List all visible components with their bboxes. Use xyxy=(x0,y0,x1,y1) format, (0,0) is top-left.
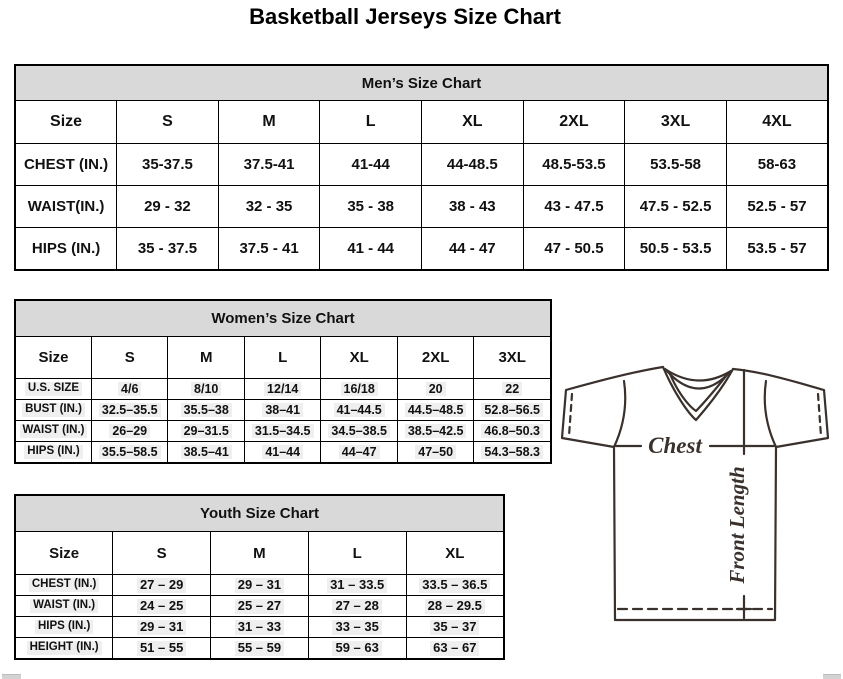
cell-value-text: 31 – 33.5 xyxy=(327,578,387,593)
column-header: 2XL xyxy=(523,101,625,144)
table-row xyxy=(15,186,828,228)
cell-value-text: 26–29 xyxy=(109,424,150,438)
cell-value-text: 46.8–50.3 xyxy=(481,424,543,438)
row-label: WAIST(IN.) xyxy=(15,186,117,228)
cell-value xyxy=(406,575,504,596)
youth-size-chart xyxy=(14,494,505,660)
cell-value-text: 29 – 31 xyxy=(137,620,186,635)
cell-value xyxy=(91,421,167,442)
row-label xyxy=(15,617,113,638)
cell-value-text: 29 – 31 xyxy=(235,578,284,593)
cell-value xyxy=(211,596,309,617)
cell-value-text: 33.5 – 36.5 xyxy=(419,578,490,593)
column-header: 4XL xyxy=(726,101,828,144)
column-header: S xyxy=(117,101,219,144)
table-row xyxy=(15,421,551,442)
table-title: Youth Size Chart xyxy=(15,495,504,532)
table-row xyxy=(15,400,551,421)
left-sleeve-stitch-line xyxy=(569,394,572,436)
cell-value xyxy=(211,617,309,638)
cell-value xyxy=(397,400,473,421)
row-label xyxy=(15,596,113,617)
table-row xyxy=(15,228,828,271)
column-header: XL xyxy=(321,337,397,379)
cell-value-text: 35.5–58.5 xyxy=(99,445,161,459)
cell-value: 37.5-41 xyxy=(218,144,320,186)
column-header: M xyxy=(168,337,244,379)
cell-value: 41 - 44 xyxy=(320,228,422,271)
cell-value xyxy=(308,596,406,617)
row-label xyxy=(15,400,91,421)
cell-value xyxy=(321,379,397,400)
cell-value xyxy=(406,638,504,660)
cell-value xyxy=(91,379,167,400)
cell-value-text: 63 – 67 xyxy=(430,641,479,656)
table-row xyxy=(15,638,504,660)
table-row xyxy=(15,442,551,464)
cell-value-text: 38.5–41 xyxy=(181,445,232,459)
table-title: Women’s Size Chart xyxy=(15,300,551,337)
row-label xyxy=(15,575,113,596)
cell-value xyxy=(474,442,551,464)
row-label-text: WAIST (IN.) xyxy=(20,424,88,437)
size-table xyxy=(14,64,829,271)
cell-value-text: 54.3–58.3 xyxy=(481,445,543,459)
cell-value: 52.5 - 57 xyxy=(726,186,828,228)
column-header: 2XL xyxy=(397,337,473,379)
front-length-label: Front Length xyxy=(725,466,749,584)
row-label: CHEST (IN.) xyxy=(15,144,117,186)
cell-value: 29 - 32 xyxy=(117,186,219,228)
cell-value-text: 25 – 27 xyxy=(235,599,284,614)
jersey-outline xyxy=(562,367,828,620)
row-label-text: BUST (IN.) xyxy=(22,403,85,416)
column-header: L xyxy=(308,532,406,575)
cell-value xyxy=(308,617,406,638)
cell-value xyxy=(91,400,167,421)
column-header: XL xyxy=(422,101,524,144)
cell-value xyxy=(168,421,244,442)
cell-value xyxy=(308,638,406,660)
cell-value xyxy=(321,400,397,421)
cell-value: 35 - 38 xyxy=(320,186,422,228)
cell-value xyxy=(113,638,211,660)
cell-value xyxy=(113,596,211,617)
cell-value xyxy=(244,442,320,464)
cell-value xyxy=(474,379,551,400)
cell-value xyxy=(244,421,320,442)
column-header: L xyxy=(320,101,422,144)
column-header: M xyxy=(211,532,309,575)
cell-value-text: 38.5–42.5 xyxy=(405,424,467,438)
row-label-text: CHEST (IN.) xyxy=(29,578,100,591)
cell-value-text: 41–44 xyxy=(262,445,303,459)
cell-value-text: 38–41 xyxy=(262,403,303,417)
cell-value-text: 55 – 59 xyxy=(235,641,284,656)
scrollbar-right-button[interactable] xyxy=(823,674,841,679)
column-header-size: Size xyxy=(15,337,91,379)
column-header: 3XL xyxy=(625,101,727,144)
cell-value-text: 51 – 55 xyxy=(137,641,186,656)
cell-value-text: 28 – 29.5 xyxy=(425,599,485,614)
cell-value-text: 27 – 28 xyxy=(332,599,381,614)
cell-value xyxy=(321,442,397,464)
cell-value-text: 8/10 xyxy=(191,382,221,396)
right-armhole-seam xyxy=(765,381,776,447)
cell-value-text: 16/18 xyxy=(341,382,378,396)
cell-value-text: 47–50 xyxy=(415,445,456,459)
cell-value-text: 35.5–38 xyxy=(181,403,232,417)
column-header: L xyxy=(244,337,320,379)
cell-value xyxy=(397,442,473,464)
row-label-text: HIPS (IN.) xyxy=(35,620,93,633)
table-row xyxy=(15,144,828,186)
table-row xyxy=(15,575,504,596)
cell-value: 50.5 - 53.5 xyxy=(625,228,727,271)
cell-value xyxy=(211,638,309,660)
cell-value-text: 27 – 29 xyxy=(137,578,186,593)
cell-value-text: 31.5–34.5 xyxy=(252,424,314,438)
cell-value: 53.5-58 xyxy=(625,144,727,186)
cell-value-text: 41–44.5 xyxy=(334,403,385,417)
row-label xyxy=(15,442,91,464)
cell-value-text: 31 – 33 xyxy=(235,620,284,635)
cell-value: 41-44 xyxy=(320,144,422,186)
cell-value: 43 - 47.5 xyxy=(523,186,625,228)
row-label-text: HEIGHT (IN.) xyxy=(27,641,102,654)
cell-value: 38 - 43 xyxy=(422,186,524,228)
cell-value: 35 - 37.5 xyxy=(117,228,219,271)
row-label xyxy=(15,379,91,400)
row-label: HIPS (IN.) xyxy=(15,228,117,271)
cell-value xyxy=(397,421,473,442)
row-label-text: U.S. SIZE xyxy=(25,382,82,395)
column-header: S xyxy=(91,337,167,379)
cell-value: 35-37.5 xyxy=(117,144,219,186)
table-title: Men’s Size Chart xyxy=(15,65,828,101)
cell-value: 53.5 - 57 xyxy=(726,228,828,271)
row-label-text: HIPS (IN.) xyxy=(24,445,82,458)
cell-value-text: 33 – 35 xyxy=(332,620,381,635)
cell-value: 44 - 47 xyxy=(422,228,524,271)
table-row xyxy=(15,379,551,400)
cell-value: 47 - 50.5 xyxy=(523,228,625,271)
cell-value-text: 44.5–48.5 xyxy=(405,403,467,417)
column-header-size: Size xyxy=(15,532,113,575)
cell-value xyxy=(168,400,244,421)
table-row xyxy=(15,596,504,617)
row-label xyxy=(15,638,113,660)
cell-value xyxy=(406,596,504,617)
jersey-svg xyxy=(561,357,837,632)
cell-value-text: 59 – 63 xyxy=(332,641,381,656)
column-header: S xyxy=(113,532,211,575)
mens-size-chart xyxy=(14,64,829,271)
cell-value xyxy=(113,575,211,596)
cell-value-text: 22 xyxy=(502,382,522,396)
cell-value xyxy=(397,379,473,400)
cell-value xyxy=(244,400,320,421)
womens-size-chart xyxy=(14,299,552,464)
cell-value xyxy=(91,442,167,464)
column-header-size: Size xyxy=(15,101,117,144)
page-title: Basketball Jerseys Size Chart xyxy=(249,4,561,29)
cell-value: 48.5-53.5 xyxy=(523,144,625,186)
cell-value xyxy=(168,442,244,464)
cell-value xyxy=(321,421,397,442)
cell-value xyxy=(244,379,320,400)
cell-value-text: 44–47 xyxy=(339,445,380,459)
cell-value-text: 24 – 25 xyxy=(137,599,186,614)
table-row xyxy=(15,617,504,638)
cell-value-text: 12/14 xyxy=(264,382,301,396)
cell-value-text: 20 xyxy=(426,382,446,396)
chest-label: Chest xyxy=(648,433,702,458)
cell-value xyxy=(113,617,211,638)
cell-value xyxy=(474,400,551,421)
cell-value-text: 52.8–56.5 xyxy=(481,403,543,417)
cell-value-text: 4/6 xyxy=(118,382,141,396)
cell-value-text: 34.5–38.5 xyxy=(328,424,390,438)
cell-value: 37.5 - 41 xyxy=(218,228,320,271)
column-header: 3XL xyxy=(474,337,551,379)
cell-value: 47.5 - 52.5 xyxy=(625,186,727,228)
column-header: M xyxy=(218,101,320,144)
scrollbar-left-button[interactable] xyxy=(2,674,21,679)
cell-value-text: 29–31.5 xyxy=(181,424,232,438)
jersey-diagram xyxy=(561,357,837,632)
cell-value xyxy=(406,617,504,638)
cell-value: 44-48.5 xyxy=(422,144,524,186)
size-table xyxy=(14,299,552,464)
column-header: XL xyxy=(406,532,504,575)
right-sleeve-stitch-line xyxy=(818,394,821,436)
row-label xyxy=(15,421,91,442)
cell-value: 58-63 xyxy=(726,144,828,186)
cell-value: 32 - 35 xyxy=(218,186,320,228)
left-armhole-seam xyxy=(614,381,625,447)
cell-value xyxy=(308,575,406,596)
cell-value xyxy=(168,379,244,400)
cell-value xyxy=(474,421,551,442)
cell-value-text: 35 – 37 xyxy=(430,620,479,635)
row-label-text: WAIST (IN.) xyxy=(30,599,98,612)
size-table xyxy=(14,494,505,660)
cell-value xyxy=(211,575,309,596)
cell-value-text: 32.5–35.5 xyxy=(99,403,161,417)
